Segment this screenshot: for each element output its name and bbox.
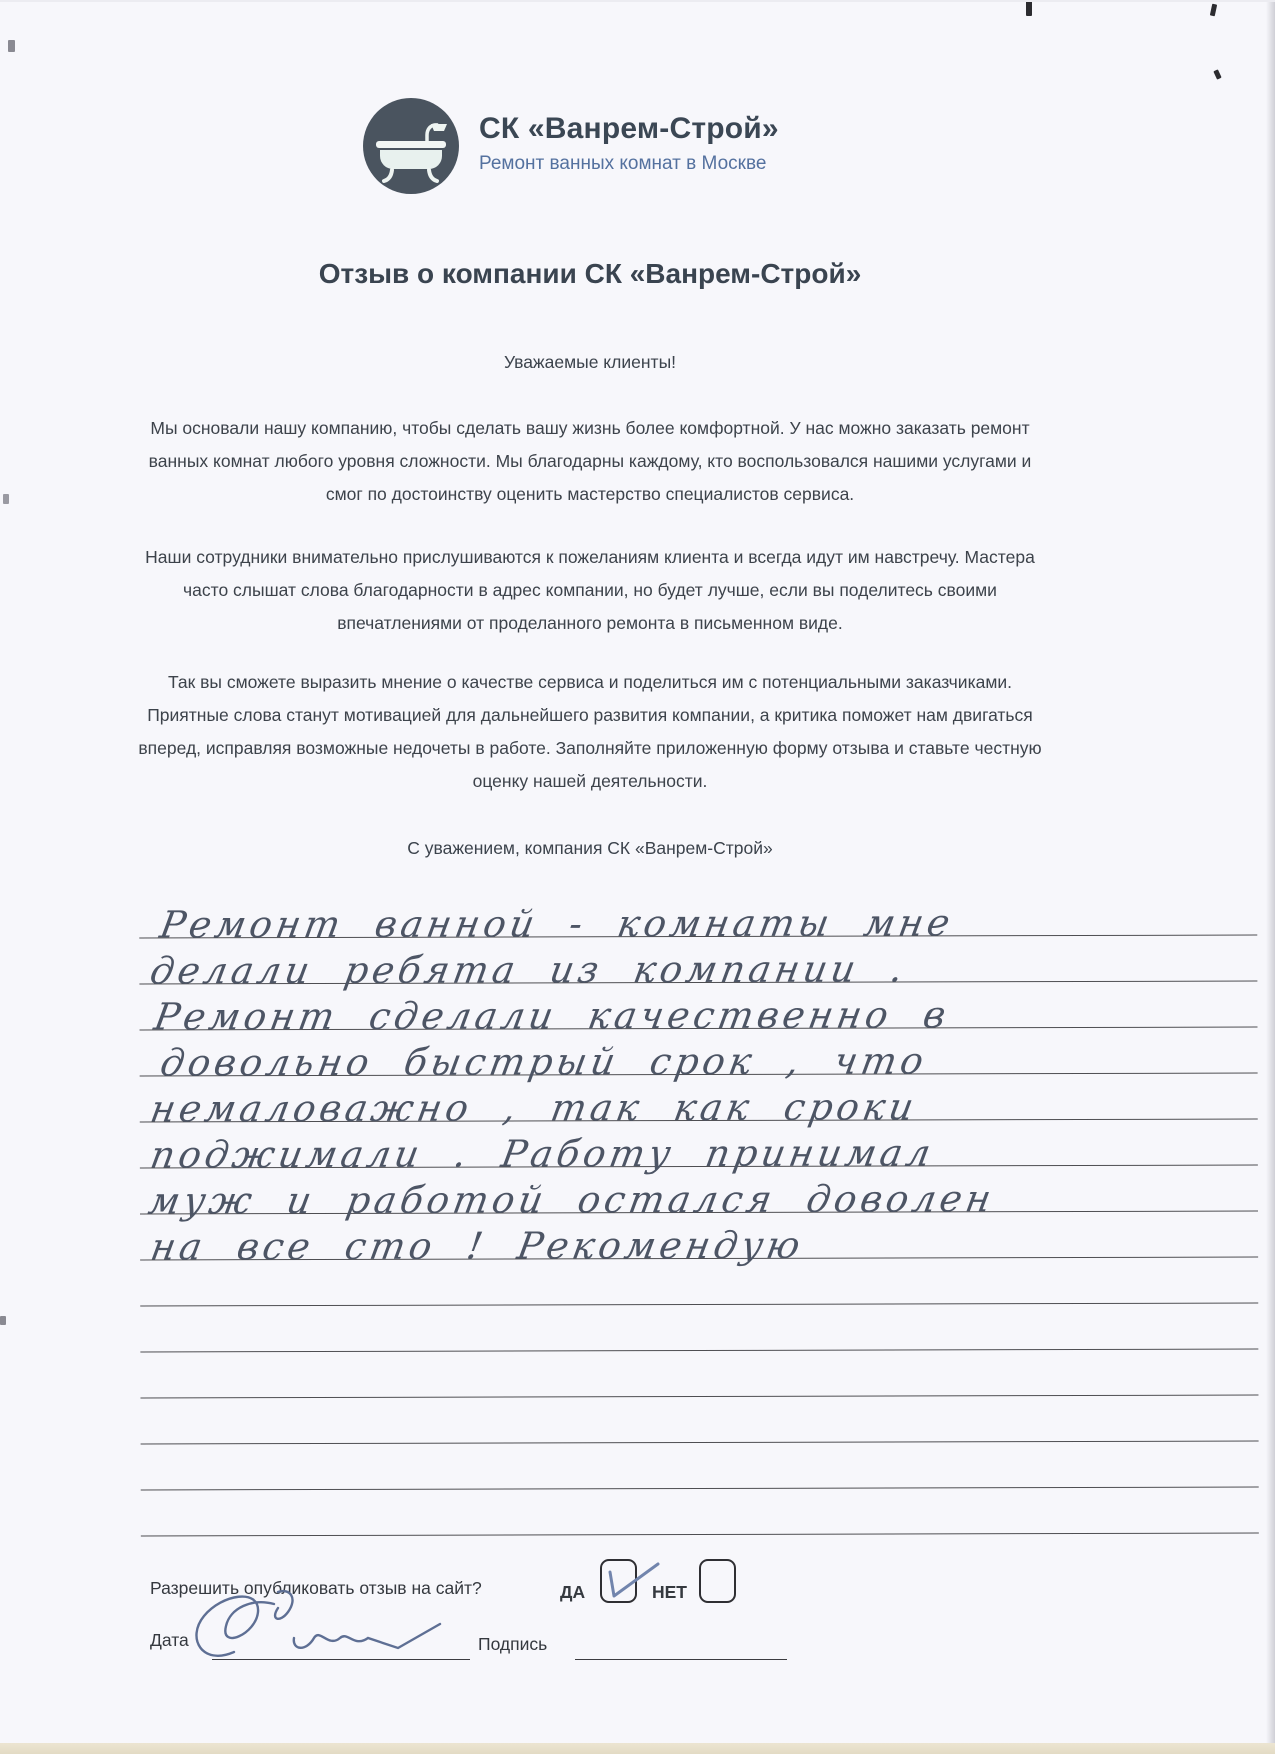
- ruled-line: [140, 1166, 1258, 1223]
- publish-question-label: Разрешить опубликовать отзыв на сайт?: [150, 1578, 482, 1598]
- ruled-line: [140, 1074, 1258, 1131]
- company-tagline: Ремонт ванных комнат в Москве: [479, 153, 767, 174]
- ruled-line: [139, 982, 1257, 1039]
- ruled-line-empty: [140, 1396, 1258, 1445]
- ruled-line-empty: [141, 1488, 1259, 1537]
- ruled-line: [140, 1120, 1258, 1177]
- date-signature-scribble: [182, 1586, 482, 1672]
- staff-paragraph: Наши сотрудники внимательно прислушиваются к пожеланиям клиента и всегда идут им навстречу. Мастера часто слышат слова благодарности в адрес компании, но будет лучше, если вы поделитесь своими впечатлениями от проделанного ремонта в письменном виде.: [145, 547, 1035, 633]
- scan-speck: [1210, 4, 1217, 17]
- no-checkbox[interactable]: [699, 1559, 736, 1603]
- scan-edge-top: [0, 0, 1275, 2]
- ruled-line: [139, 936, 1257, 993]
- handwritten-line: поджимали . Работу принимал: [147, 1131, 938, 1177]
- signature-field[interactable]: [575, 1659, 787, 1660]
- scan-edge-shadow: [1266, 0, 1275, 1754]
- company-name: СК «Ванрем-Строй»: [479, 112, 779, 145]
- ruled-line-empty: [140, 1350, 1258, 1399]
- handwritten-line: делали ребята из компании .: [146, 947, 911, 993]
- handwritten-line: Ремонт ванной - комнаты мне: [156, 901, 958, 947]
- ruled-line-empty: [141, 1442, 1259, 1491]
- scan-edge-bottom: [0, 1743, 1275, 1754]
- yes-label: ДА: [560, 1582, 586, 1602]
- scan-speck: [3, 494, 9, 504]
- ruled-line: [140, 1212, 1258, 1269]
- scan-speck: [1026, 0, 1032, 16]
- scan-speck: [1213, 69, 1221, 79]
- feedback-paragraph: Так вы сможете выразить мнение о качестве сервиса и поделиться им с потенциальными заказчиками. Приятные слова станут мотивацией для дальнейшего развития компании, а критика поможет нам двигаться вперед, исправляя возможные недочеты в работе. Заполняйте приложенную форму отзыва и ставьте честную оценку нашей деятельности.: [138, 672, 1042, 791]
- ruled-line: [140, 1028, 1258, 1085]
- no-label: НЕТ: [652, 1582, 687, 1602]
- handwritten-line: немаловажно , так как сроки: [147, 1085, 921, 1131]
- page-title: Отзыв о компании СК «Ванрем-Строй»: [318, 258, 862, 289]
- company-logo: [363, 98, 779, 194]
- intro-paragraph: Мы основали нашу компанию, чтобы сделать вашу жизнь более комфортной. У нас можно заказать ремонт ванных комнат любого уровня сложности. Мы благодарны каждому, кто воспользовался нашими услугами и смог по достоинству оценить мастерство специалистов сервиса.: [148, 418, 1032, 504]
- ruled-line: [139, 890, 1257, 947]
- bathtub-icon: [363, 98, 459, 194]
- ruled-line-empty: [140, 1304, 1258, 1353]
- handwritten-line: Ремонт сделали качественно в: [151, 993, 953, 1039]
- scan-speck: [8, 40, 15, 52]
- signature-label: Подпись: [478, 1634, 548, 1654]
- signoff-line: С уважением, компания СК «Ванрем-Строй»: [407, 838, 773, 858]
- ruled-line-empty: [140, 1258, 1258, 1307]
- handwritten-line: муж и работой остался доволен: [145, 1177, 999, 1223]
- review-text-area[interactable]: [139, 890, 1259, 1537]
- handwritten-line: довольно быстрый срок , что: [157, 1039, 931, 1085]
- scan-speck: [0, 1316, 6, 1325]
- date-label: Дата: [150, 1630, 189, 1650]
- handwritten-line: на все сто ! Рекомендую: [147, 1223, 808, 1269]
- greeting-line: Уважаемые клиенты!: [503, 352, 677, 372]
